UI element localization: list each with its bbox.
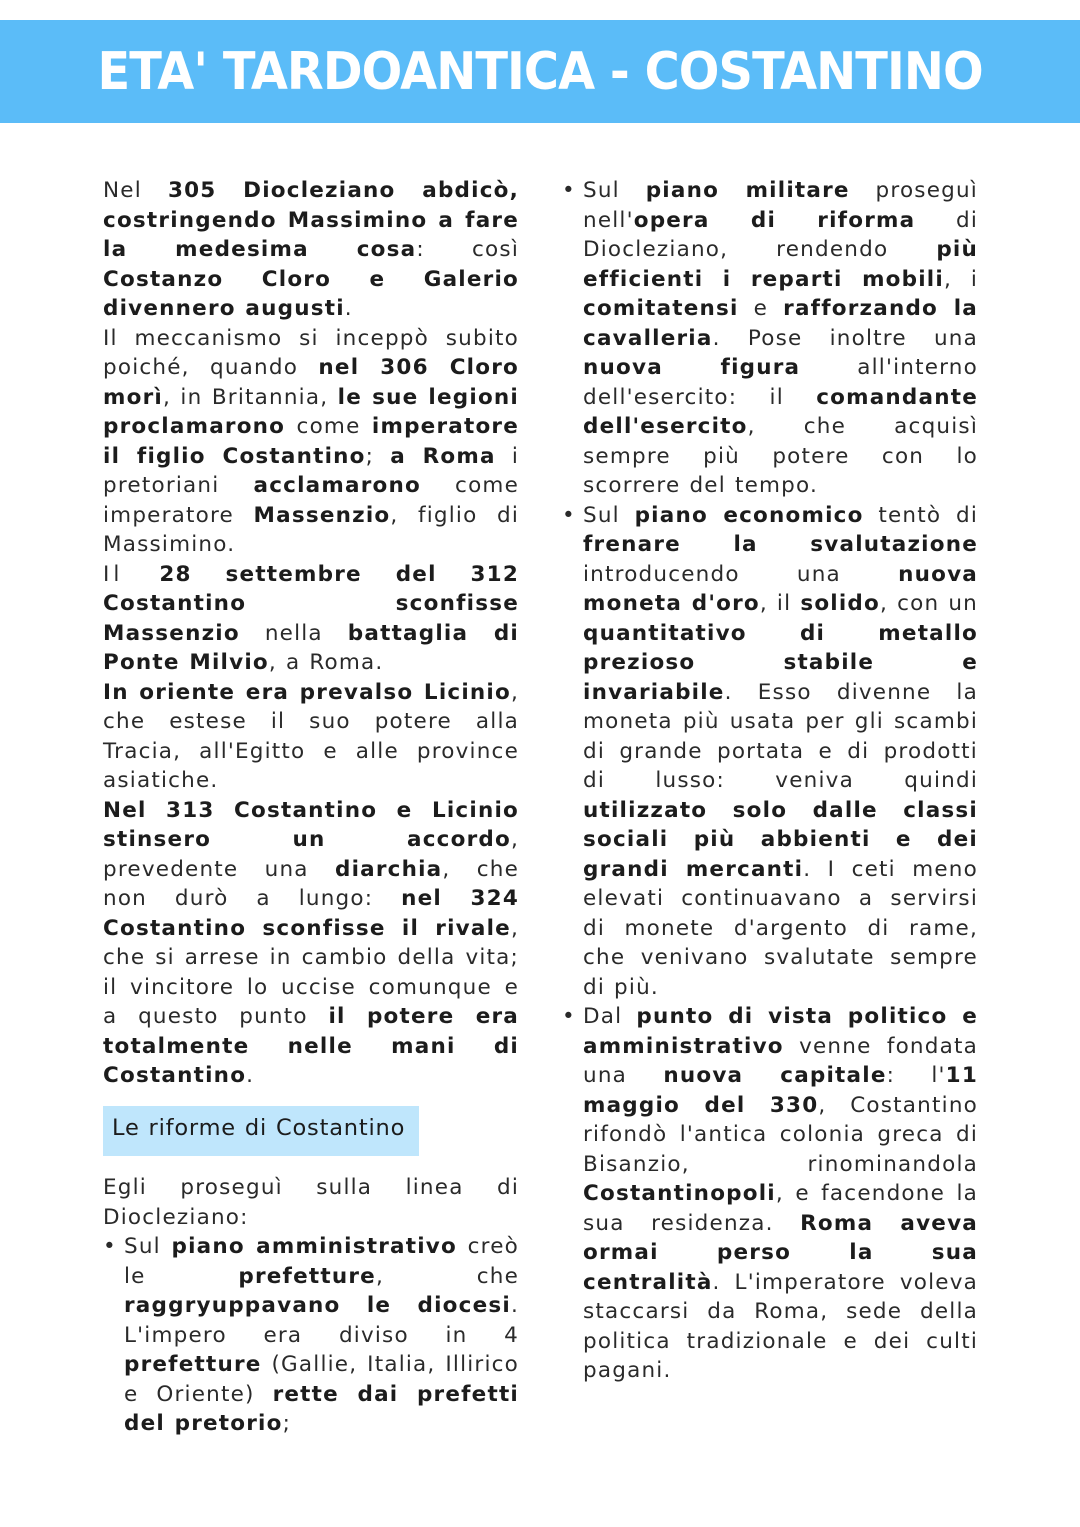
bullet-icon: • (562, 178, 576, 203)
list-item-amministrativo: • Sul piano amministrativo creò le prefetture, che raggryuppavano le diocesi. L'impero era diviso in 4 prefetture (Gallie, Italia, Illirico e Oriente) rette dai prefetti del pretorio; (103, 1234, 520, 1436)
left-column (103, 176, 519, 1439)
list-item-militare: • Sul piano militare proseguì nell'opera di riforma di Diocleziano, rendendo più efficienti i reparti mobili, i comitatensi e rafforzando la cavalleria. Pose inoltre una nuova figura all'interno dell'esercito: il comandante dell'esercito, che acquisì sempre più potere con lo scorrere del tempo. (562, 178, 978, 498)
reform-list-right (562, 176, 978, 1386)
bullet-icon: • (562, 502, 576, 528)
page-title: ETA' TARDOANTICA - COSTANTINO (97, 41, 983, 102)
list-item-economico: • Sul piano economico tentò di frenare la svalutazione introducendo una nuova moneta d'oro, il solido, con un quantitativo di metallo prezioso stabile e invariabile. Esso divenne la moneta più usata per gli scambi di grande portata e di prodotti di lusso: veniva quindi utilizzato solo dalle classi sociali più abbienti e dei grandi mercanti. I ceti meno elevati continuavano a servirsi di monete d'argento di rame, che venivano svalutate sempre di più. (562, 502, 978, 1000)
paragraph-meccanismo: Il meccanismo si inceppò subito poiché, quando nel 306 Cloro morì, in Britannia, le sue legioni proclamarono come imperatore il figlio Costantino; a Roma i pretoriani acclamarono come imperatore Massenzio, figlio di Massimino. (103, 325, 519, 557)
paragraph-diarchia: Nel 313 Costantino e Licinio stinsero un accordo, prevedente una diarchia, che non durò a lungo: nel 324 Costantino sconfisse il rivale, che si arrese in cambio della vita; il vincitore lo uccise comunque e a questo punto il potere era totalmente nelle mani di Costantino. (103, 797, 519, 1088)
reform-list-left (103, 1232, 519, 1439)
paragraph-licinio: In oriente era prevalso Licinio, che estese il suo potere alla Tracia, all'Egitto e alle province asiatiche. (103, 679, 519, 793)
bullet-icon: • (103, 1234, 117, 1259)
bullet-icon: • (562, 1004, 576, 1029)
paragraph-diocleziano: Nel 305 Diocleziano abdicò, costringendo Massimino a fare la medesima cosa: così Costanzo Cloro e Galerio divennero augusti. (103, 178, 519, 321)
section-heading-riforme: Le riforme di Costantino (103, 1106, 419, 1157)
title-banner (0, 20, 1080, 123)
right-column (562, 176, 978, 1386)
paragraph-intro-riforme: Egli proseguì sulla linea di Diocleziano: (103, 1175, 519, 1230)
paragraph-ponte-milvio: Il 28 settembre del 312 Costantino sconfisse Massenzio nella battaglia di Ponte Milvio, a Roma. (103, 561, 519, 675)
list-item-politico: • Dal punto di vista politico e amministrativo venne fondata una nuova capitale: l'11 maggio del 330, Costantino rifondò l'antica colonia greca di Bisanzio, rinominandola Costantinopoli, e facendone la sua residenza. Roma aveva ormai perso la sua centralità. L'imperatore voleva staccarsi da Roma, sede della politica tradizionale e dei culti pagani. (562, 1004, 978, 1383)
